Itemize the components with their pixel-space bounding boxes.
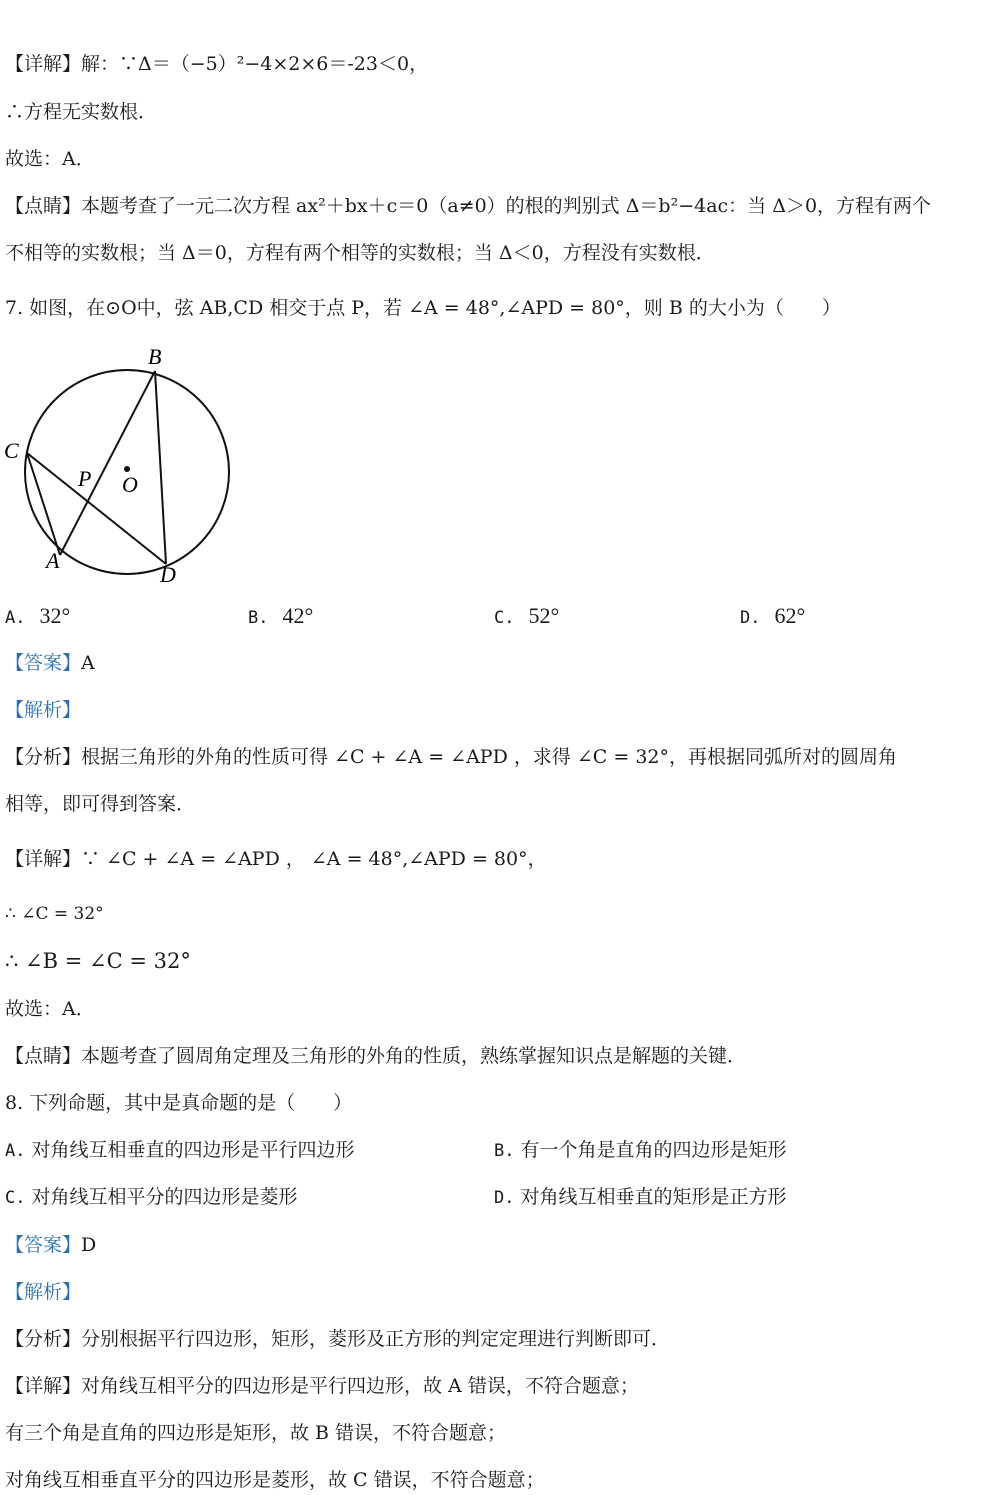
q7-option-d-value: 62° <box>774 603 806 628</box>
q7-fenxi-tag: 【分析】 <box>5 746 82 768</box>
q7-fenxi-text-1: 根据三角形的外角的性质可得 ∠C + ∠A = ∠APD ，求得 ∠C = 32°，再根据同弧所对的圆周角 <box>81 746 898 768</box>
q8-fenxi-text: 分别根据平行四边形，矩形，菱形及正方形的判定定理进行判断即可． <box>81 1328 671 1350</box>
q7-option-c-letter: C. <box>494 608 515 628</box>
q8-option-a <box>5 1136 355 1165</box>
q6-detail <box>5 50 428 78</box>
q6-conclusion: ∴方程无实数根． <box>5 101 158 123</box>
q8-option-c-letter: C. <box>5 1188 26 1208</box>
chord-ab <box>60 371 155 555</box>
label-p: P <box>78 466 92 491</box>
q8-answer-tag: 【答案】 <box>5 1234 82 1256</box>
q7-option-a-value: 32° <box>39 603 71 628</box>
q8-detail-line-2: 有三个角是直角的四边形是矩形，故 B 错误，不符合题意； <box>5 1422 507 1444</box>
q8-option-d-text: 对角线互相垂直的矩形是正方形 <box>520 1186 787 1208</box>
q8-option-c-text: 对角线互相平分的四边形是菱形 <box>31 1186 298 1208</box>
segment-bd <box>155 371 166 564</box>
q8-detail-text-1: 对角线互相平分的四边形是平行四边形，故 A 错误，不符合题意； <box>81 1375 639 1397</box>
q8-option-d-letter: D. <box>494 1188 515 1208</box>
q7-note-text: 本题考查了圆周角定理及三角形的外角的性质，熟练掌握知识点是解题的关键． <box>81 1045 747 1067</box>
q6-note-tag: 【点睛】 <box>5 195 82 217</box>
q7-question: 7. 如图，在⊙O中，弦 AB,CD 相交于点 P，若 ∠A = 48°,∠APD = 80°，则 B 的大小为（ ） <box>5 297 841 319</box>
q7-detail-text-1: ∵ ∠C + ∠A = ∠APD ， ∠A = 48°,∠APD = 80°， <box>81 848 547 870</box>
q6-note-line-2: 不相等的实数根；当 Δ＝0，方程有两个相等的实数根；当 Δ＜0，方程没有实数根． <box>5 242 715 264</box>
q7-analysis-tag: 【解析】 <box>5 699 82 721</box>
q6-detail-text: 解：∵Δ＝（−5）²−4×2×6＝-23＜0， <box>81 53 429 75</box>
q8-analysis-tag: 【解析】 <box>5 1281 82 1303</box>
q6-choose: 故选：A． <box>5 148 95 170</box>
q7-answer-tag: 【答案】 <box>5 652 82 674</box>
q7-option-b <box>248 602 313 632</box>
q8-answer-value: D <box>81 1234 97 1256</box>
label-a: A <box>46 548 60 573</box>
q7-choose: 故选：A． <box>5 998 95 1020</box>
label-d: D <box>160 562 176 587</box>
q8-option-a-letter: A. <box>5 1141 26 1161</box>
label-b: B <box>148 344 162 369</box>
q7-answer <box>5 649 95 677</box>
q8-fenxi <box>5 1325 670 1353</box>
q7-detail-line-2: ∴ ∠C = 32° <box>5 904 104 924</box>
q6-note-line-1 <box>5 192 931 220</box>
q7-note-tag: 【点睛】 <box>5 1045 82 1067</box>
q7-fenxi-line-2: 相等，即可得到答案． <box>5 793 196 815</box>
q8-answer <box>5 1231 96 1259</box>
q7-option-d-letter: D. <box>740 608 761 628</box>
q8-option-c <box>5 1183 298 1212</box>
q7-detail-line-1 <box>5 845 547 873</box>
q8-option-b-letter: B. <box>494 1141 515 1161</box>
q7-option-b-letter: B. <box>248 608 269 628</box>
q7-detail-line-3: ∴ ∠B = ∠C = 32° <box>5 949 191 973</box>
q7-option-b-value: 42° <box>282 603 314 628</box>
q7-option-a <box>5 602 70 632</box>
q6-note-text-1: 本题考查了一元二次方程 ax²＋bx＋c＝0（a≠0）的根的判别式 Δ＝b²−4ac：当 Δ＞0，方程有两个 <box>81 195 932 217</box>
q7-option-a-letter: A. <box>5 608 26 628</box>
q8-fenxi-tag: 【分析】 <box>5 1328 82 1350</box>
q7-option-c-value: 52° <box>528 603 560 628</box>
q7-option-d <box>740 602 805 632</box>
q8-detail-tag: 【详解】 <box>5 1375 82 1397</box>
q7-fenxi-line-1 <box>5 743 897 771</box>
circle-figure <box>0 342 260 592</box>
q8-question: 8. 下列命题，其中是真命题的是（ ） <box>5 1092 353 1114</box>
q8-option-b <box>494 1136 787 1165</box>
q7-note <box>5 1042 746 1070</box>
q8-option-d <box>494 1183 787 1212</box>
label-o: O <box>122 472 138 497</box>
q7-detail-tag: 【详解】 <box>5 848 82 870</box>
q8-option-a-text: 对角线互相垂直的四边形是平行四边形 <box>31 1139 355 1161</box>
q8-detail-line-3: 对角线互相垂直平分的四边形是菱形，故 C 错误，不符合题意； <box>5 1469 545 1491</box>
q7-option-c <box>494 602 559 632</box>
q8-option-b-text: 有一个角是直角的四边形是矩形 <box>520 1139 787 1161</box>
q6-detail-tag: 【详解】 <box>5 53 82 75</box>
q7-answer-value: A <box>81 652 95 674</box>
q8-detail-line-1 <box>5 1372 639 1400</box>
segment-ca <box>27 453 60 555</box>
label-c: C <box>4 438 19 463</box>
